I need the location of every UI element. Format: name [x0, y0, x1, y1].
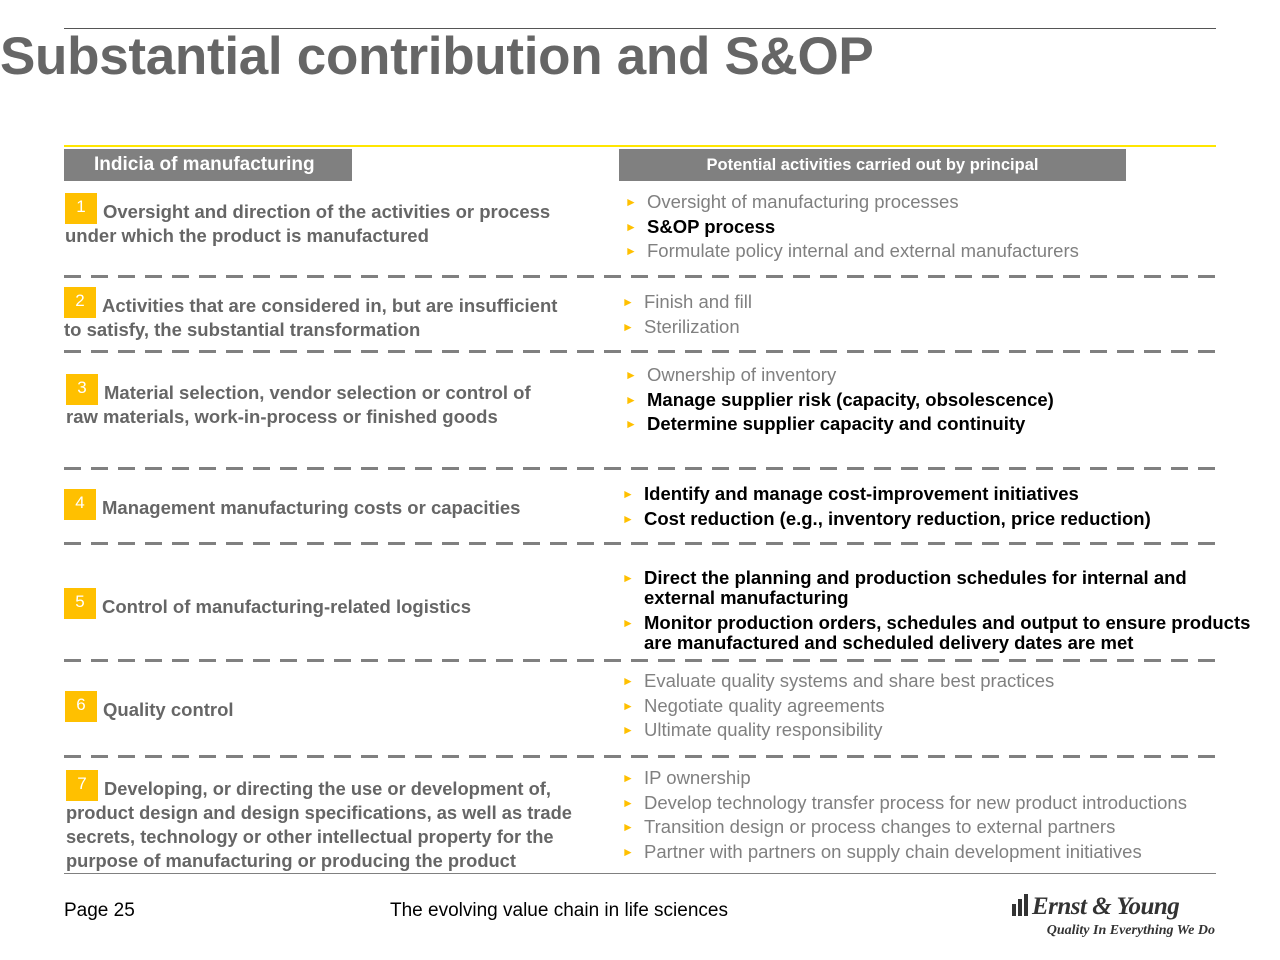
indicia-text: Oversight and direction of the activities or process under which the product is manufactured — [65, 201, 551, 246]
activity-item: ► Evaluate quality systems and share best practices — [622, 669, 1054, 694]
activity-item: ► Sterilization — [622, 315, 752, 340]
row-divider — [64, 275, 1216, 278]
footer-rule — [64, 873, 1216, 874]
activity-item: ► Cost reduction (e.g., inventory reduction, price reduction) — [622, 507, 1151, 532]
activity-item: ► Negotiate quality agreements — [622, 694, 1054, 719]
activities-row-5 — [622, 568, 1258, 658]
activity-item: ► S&OP process — [625, 215, 1079, 240]
activity-item: ► Direct the planning and production schedules for internal and external manufacturing — [622, 568, 1258, 608]
row-divider — [64, 467, 1216, 470]
activity-item: ► Formulate policy internal and external manufacturers — [625, 239, 1079, 264]
logo-mark-icon — [1012, 894, 1028, 916]
row-divider — [64, 755, 1216, 758]
page-title: Substantial contribution and S&OP — [0, 27, 874, 86]
company-logo — [1012, 893, 1227, 939]
activities-row-1 — [625, 190, 1079, 264]
activities-row-2 — [622, 290, 752, 339]
indicia-row-1 — [65, 193, 595, 248]
activity-item: ► Ultimate quality responsibility — [622, 718, 1054, 743]
indicia-row-6 — [65, 691, 605, 722]
logo-tagline: Quality In Everything We Do — [1046, 923, 1215, 938]
activity-item: ► Manage supplier risk (capacity, obsolescence) — [625, 388, 1054, 413]
row-divider — [64, 659, 1216, 662]
row-divider — [64, 542, 1216, 545]
activity-item: ► Identify and manage cost-improvement initiatives — [622, 482, 1151, 507]
activity-item: ► Oversight of manufacturing processes — [625, 190, 1079, 215]
row-number-badge: 3 — [66, 374, 98, 405]
indicia-row-2 — [64, 287, 564, 342]
activities-row-6 — [622, 669, 1054, 743]
activity-item: ► IP ownership — [622, 766, 1187, 791]
activity-item: ► Finish and fill — [622, 290, 752, 315]
indicia-row-7 — [66, 770, 611, 873]
indicia-row-5 — [64, 588, 604, 619]
indicia-row-3 — [66, 374, 566, 429]
indicia-text: Management manufacturing costs or capacities — [102, 497, 521, 518]
activities-row-3 — [625, 363, 1054, 437]
activities-row-4 — [622, 482, 1151, 531]
row-number-badge: 1 — [65, 193, 97, 224]
indicia-text: Quality control — [103, 699, 234, 720]
activity-item: ► Develop technology transfer process for new product introductions — [622, 791, 1187, 816]
indicia-text: Material selection, vendor selection or control of raw materials, work-in-process or finished goods — [66, 382, 531, 427]
indicia-row-4 — [64, 489, 604, 520]
column-header-indicia: Indicia of manufacturing — [64, 149, 352, 181]
row-number-badge: 2 — [64, 287, 96, 318]
row-divider — [64, 350, 1216, 353]
logo-name: Ernst & Young — [1032, 893, 1180, 920]
row-number-badge: 6 — [65, 691, 97, 722]
activity-item: ► Ownership of inventory — [625, 363, 1054, 388]
column-header-activities: Potential activities carried out by principal — [619, 149, 1126, 181]
activity-item: ► Transition design or process changes to external partners — [622, 815, 1187, 840]
activity-item: ► Determine supplier capacity and continuity — [625, 412, 1054, 437]
row-number-badge: 5 — [64, 588, 96, 619]
activity-item: ► Monitor production orders, schedules and output to ensure products are manufactured and scheduled delivery dates are met — [622, 613, 1258, 653]
indicia-text: Activities that are considered in, but are insufficient to satisfy, the substantial transformation — [64, 295, 558, 340]
header-accent-rule — [64, 145, 1216, 147]
row-number-badge: 7 — [66, 770, 98, 801]
activity-item: ► Partner with partners on supply chain development initiatives — [622, 840, 1187, 865]
page-number: Page 25 — [64, 900, 135, 921]
footer-subtitle: The evolving value chain in life sciences — [390, 900, 728, 921]
activities-row-7 — [622, 766, 1187, 864]
indicia-text: Control of manufacturing-related logistics — [102, 596, 471, 617]
indicia-text: Developing, or directing the use or development of, product design and design specifications, as well as trade secrets, technology or other intellectual property for the purpose of manufacturing or producing the product — [66, 778, 572, 871]
row-number-badge: 4 — [64, 489, 96, 520]
